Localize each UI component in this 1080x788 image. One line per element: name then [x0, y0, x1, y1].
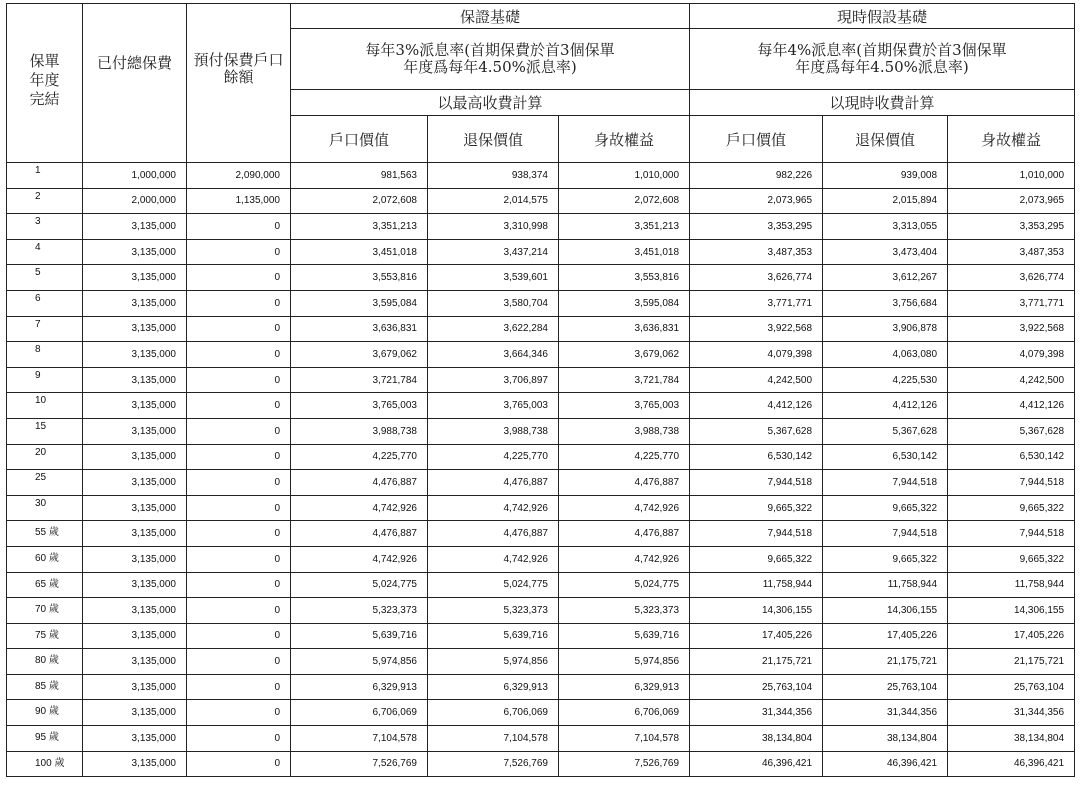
g-surrender-value-cell: 5,024,775 — [428, 572, 559, 598]
header-guaranteed-basis: 保證基礎 — [291, 4, 690, 29]
year-cell: 70 歲 — [7, 598, 83, 624]
header-policy-year — [7, 4, 83, 163]
c-death-benefit-cell: 17,405,226 — [948, 623, 1075, 649]
total-premium-cell: 3,135,000 — [83, 316, 187, 342]
c-surrender-value-cell: 4,412,126 — [823, 393, 948, 419]
g-account-value-cell: 7,526,769 — [291, 751, 428, 777]
header-guaranteed-rate — [291, 29, 690, 90]
c-death-benefit-cell: 9,665,322 — [948, 546, 1075, 572]
c-surrender-value-cell: 3,756,684 — [823, 290, 948, 316]
total-premium-cell: 1,000,000 — [83, 163, 187, 189]
header-c-account-value: 戶口價值 — [690, 116, 823, 163]
total-premium-cell: 3,135,000 — [83, 572, 187, 598]
table-row — [7, 495, 1075, 521]
table-row — [7, 649, 1075, 675]
g-account-value-cell: 2,072,608 — [291, 188, 428, 214]
total-premium-cell: 3,135,000 — [83, 521, 187, 547]
c-death-benefit-cell: 3,487,353 — [948, 239, 1075, 265]
c-account-value-cell: 7,944,518 — [690, 521, 823, 547]
year-cell: 80 歲 — [7, 649, 83, 675]
total-premium-cell: 3,135,000 — [83, 546, 187, 572]
table-row — [7, 367, 1075, 393]
g-surrender-value-cell: 3,622,284 — [428, 316, 559, 342]
year-cell: 75 歲 — [7, 623, 83, 649]
c-death-benefit-cell: 21,175,721 — [948, 649, 1075, 675]
c-death-benefit-cell: 2,073,965 — [948, 188, 1075, 214]
total-premium-cell: 3,135,000 — [83, 265, 187, 291]
c-death-benefit-cell: 1,010,000 — [948, 163, 1075, 189]
prepaid-balance-cell: 0 — [187, 751, 291, 777]
year-cell: 55 歲 — [7, 521, 83, 547]
prepaid-balance-cell: 0 — [187, 418, 291, 444]
g-surrender-value-cell: 3,664,346 — [428, 342, 559, 368]
g-death-benefit-cell: 5,974,856 — [559, 649, 690, 675]
c-surrender-value-cell: 38,134,804 — [823, 726, 948, 752]
prepaid-balance-cell: 0 — [187, 214, 291, 240]
header-current-rate — [690, 29, 1075, 90]
c-surrender-value-cell: 4,063,080 — [823, 342, 948, 368]
c-death-benefit-cell: 4,242,500 — [948, 367, 1075, 393]
table-row — [7, 521, 1075, 547]
c-surrender-value-cell: 3,612,267 — [823, 265, 948, 291]
g-account-value-cell: 3,451,018 — [291, 239, 428, 265]
year-cell: 85 歲 — [7, 674, 83, 700]
table-row — [7, 239, 1075, 265]
g-surrender-value-cell: 5,639,716 — [428, 623, 559, 649]
g-account-value-cell: 3,351,213 — [291, 214, 428, 240]
g-surrender-value-cell: 2,014,575 — [428, 188, 559, 214]
prepaid-balance-cell: 2,090,000 — [187, 163, 291, 189]
total-premium-cell: 3,135,000 — [83, 470, 187, 496]
c-death-benefit-cell: 31,344,356 — [948, 700, 1075, 726]
year-cell: 65 歲 — [7, 572, 83, 598]
year-cell: 1 — [7, 163, 83, 189]
total-premium-cell: 3,135,000 — [83, 393, 187, 419]
g-account-value-cell: 5,974,856 — [291, 649, 428, 675]
header-policy-year-label: 保單年度完結 — [29, 52, 60, 108]
c-account-value-cell: 4,079,398 — [690, 342, 823, 368]
total-premium-cell: 2,000,000 — [83, 188, 187, 214]
table-row — [7, 316, 1075, 342]
table-row — [7, 393, 1075, 419]
c-death-benefit-cell: 4,079,398 — [948, 342, 1075, 368]
header-total-premium: 已付總保費 — [83, 4, 187, 163]
year-cell: 5 — [7, 265, 83, 291]
g-death-benefit-cell: 6,329,913 — [559, 674, 690, 700]
g-surrender-value-cell: 4,742,926 — [428, 495, 559, 521]
prepaid-balance-cell: 0 — [187, 521, 291, 547]
header-g-death-benefit: 身故權益 — [559, 116, 690, 163]
c-death-benefit-cell: 7,944,518 — [948, 470, 1075, 496]
g-surrender-value-cell: 6,329,913 — [428, 674, 559, 700]
g-death-benefit-cell: 3,679,062 — [559, 342, 690, 368]
g-death-benefit-cell: 3,721,784 — [559, 367, 690, 393]
prepaid-balance-cell: 0 — [187, 572, 291, 598]
c-surrender-value-cell: 21,175,721 — [823, 649, 948, 675]
prepaid-balance-cell: 0 — [187, 367, 291, 393]
c-surrender-value-cell: 3,473,404 — [823, 239, 948, 265]
g-surrender-value-cell: 3,310,998 — [428, 214, 559, 240]
g-account-value-cell: 3,679,062 — [291, 342, 428, 368]
g-death-benefit-cell: 2,072,608 — [559, 188, 690, 214]
c-death-benefit-cell: 11,758,944 — [948, 572, 1075, 598]
g-death-benefit-cell: 6,706,069 — [559, 700, 690, 726]
total-premium-cell: 3,135,000 — [83, 623, 187, 649]
c-death-benefit-cell: 3,922,568 — [948, 316, 1075, 342]
table-row — [7, 572, 1075, 598]
g-death-benefit-cell: 5,024,775 — [559, 572, 690, 598]
total-premium-cell: 3,135,000 — [83, 649, 187, 675]
g-surrender-value-cell: 6,706,069 — [428, 700, 559, 726]
year-cell: 95 歲 — [7, 726, 83, 752]
c-death-benefit-cell: 3,353,295 — [948, 214, 1075, 240]
header-current-charge: 以現時收費計算 — [690, 90, 1075, 116]
prepaid-balance-cell: 0 — [187, 316, 291, 342]
table-row — [7, 700, 1075, 726]
prepaid-balance-cell: 0 — [187, 444, 291, 470]
g-account-value-cell: 7,104,578 — [291, 726, 428, 752]
total-premium-cell: 3,135,000 — [83, 726, 187, 752]
g-death-benefit-cell: 4,742,926 — [559, 495, 690, 521]
g-surrender-value-cell: 3,580,704 — [428, 290, 559, 316]
g-surrender-value-cell: 4,476,887 — [428, 470, 559, 496]
total-premium-cell: 3,135,000 — [83, 214, 187, 240]
year-cell: 8 — [7, 342, 83, 368]
c-surrender-value-cell: 6,530,142 — [823, 444, 948, 470]
header-prepaid-balance — [187, 4, 291, 163]
benefit-illustration-table — [6, 3, 1075, 777]
c-death-benefit-cell: 46,396,421 — [948, 751, 1075, 777]
g-surrender-value-cell: 4,476,887 — [428, 521, 559, 547]
prepaid-balance-cell: 0 — [187, 342, 291, 368]
g-surrender-value-cell: 3,539,601 — [428, 265, 559, 291]
header-current-rate-label: 每年4%派息率(首期保費於首3個保單年度爲每年4.50%派息率) — [757, 41, 1007, 76]
prepaid-balance-cell: 0 — [187, 726, 291, 752]
c-surrender-value-cell: 14,306,155 — [823, 598, 948, 624]
table-row — [7, 751, 1075, 777]
c-surrender-value-cell: 46,396,421 — [823, 751, 948, 777]
c-surrender-value-cell: 17,405,226 — [823, 623, 948, 649]
g-death-benefit-cell: 7,104,578 — [559, 726, 690, 752]
c-surrender-value-cell: 7,944,518 — [823, 521, 948, 547]
c-account-value-cell: 14,306,155 — [690, 598, 823, 624]
g-death-benefit-cell: 3,553,816 — [559, 265, 690, 291]
c-surrender-value-cell: 3,313,055 — [823, 214, 948, 240]
table-body — [7, 163, 1075, 777]
prepaid-balance-cell: 0 — [187, 239, 291, 265]
g-surrender-value-cell: 4,225,770 — [428, 444, 559, 470]
table-row — [7, 265, 1075, 291]
total-premium-cell: 3,135,000 — [83, 418, 187, 444]
g-death-benefit-cell: 3,595,084 — [559, 290, 690, 316]
c-death-benefit-cell: 3,771,771 — [948, 290, 1075, 316]
header-prepaid-balance-label: 預付保費戶口餘額 — [193, 51, 284, 86]
c-surrender-value-cell: 9,665,322 — [823, 546, 948, 572]
g-account-value-cell: 981,563 — [291, 163, 428, 189]
g-surrender-value-cell: 5,974,856 — [428, 649, 559, 675]
g-death-benefit-cell: 3,765,003 — [559, 393, 690, 419]
g-surrender-value-cell: 7,526,769 — [428, 751, 559, 777]
header-current-basis: 現時假設基礎 — [690, 4, 1075, 29]
prepaid-balance-cell: 0 — [187, 290, 291, 316]
c-account-value-cell: 3,771,771 — [690, 290, 823, 316]
header-g-surrender-value: 退保價值 — [428, 116, 559, 163]
table-row — [7, 342, 1075, 368]
year-cell: 15 — [7, 418, 83, 444]
c-surrender-value-cell: 2,015,894 — [823, 188, 948, 214]
c-death-benefit-cell: 4,412,126 — [948, 393, 1075, 419]
table-row — [7, 726, 1075, 752]
year-cell: 10 — [7, 393, 83, 419]
prepaid-balance-cell: 0 — [187, 700, 291, 726]
c-death-benefit-cell: 6,530,142 — [948, 444, 1075, 470]
year-cell: 60 歲 — [7, 546, 83, 572]
c-account-value-cell: 21,175,721 — [690, 649, 823, 675]
c-surrender-value-cell: 4,225,530 — [823, 367, 948, 393]
c-account-value-cell: 4,242,500 — [690, 367, 823, 393]
total-premium-cell: 3,135,000 — [83, 751, 187, 777]
g-death-benefit-cell: 1,010,000 — [559, 163, 690, 189]
c-death-benefit-cell: 3,626,774 — [948, 265, 1075, 291]
total-premium-cell: 3,135,000 — [83, 342, 187, 368]
year-cell: 7 — [7, 316, 83, 342]
g-account-value-cell: 6,329,913 — [291, 674, 428, 700]
header-c-surrender-value: 退保價值 — [823, 116, 948, 163]
g-account-value-cell: 3,721,784 — [291, 367, 428, 393]
c-account-value-cell: 3,353,295 — [690, 214, 823, 240]
table-row — [7, 444, 1075, 470]
g-account-value-cell: 3,988,738 — [291, 418, 428, 444]
c-account-value-cell: 982,226 — [690, 163, 823, 189]
c-surrender-value-cell: 5,367,628 — [823, 418, 948, 444]
prepaid-balance-cell: 1,135,000 — [187, 188, 291, 214]
c-death-benefit-cell: 14,306,155 — [948, 598, 1075, 624]
header-g-account-value: 戶口價值 — [291, 116, 428, 163]
table-row — [7, 623, 1075, 649]
c-account-value-cell: 7,944,518 — [690, 470, 823, 496]
prepaid-balance-cell: 0 — [187, 546, 291, 572]
g-surrender-value-cell: 3,437,214 — [428, 239, 559, 265]
prepaid-balance-cell: 0 — [187, 495, 291, 521]
g-death-benefit-cell: 5,639,716 — [559, 623, 690, 649]
prepaid-balance-cell: 0 — [187, 265, 291, 291]
total-premium-cell: 3,135,000 — [83, 674, 187, 700]
total-premium-cell: 3,135,000 — [83, 290, 187, 316]
prepaid-balance-cell: 0 — [187, 598, 291, 624]
table-row — [7, 188, 1075, 214]
g-surrender-value-cell: 3,988,738 — [428, 418, 559, 444]
year-cell: 90 歲 — [7, 700, 83, 726]
year-cell: 9 — [7, 367, 83, 393]
c-account-value-cell: 25,763,104 — [690, 674, 823, 700]
g-surrender-value-cell: 3,765,003 — [428, 393, 559, 419]
g-death-benefit-cell: 5,323,373 — [559, 598, 690, 624]
c-surrender-value-cell: 9,665,322 — [823, 495, 948, 521]
c-account-value-cell: 5,367,628 — [690, 418, 823, 444]
c-account-value-cell: 9,665,322 — [690, 546, 823, 572]
c-death-benefit-cell: 7,944,518 — [948, 521, 1075, 547]
g-surrender-value-cell: 3,706,897 — [428, 367, 559, 393]
g-account-value-cell: 3,765,003 — [291, 393, 428, 419]
year-cell: 2 — [7, 188, 83, 214]
year-cell: 4 — [7, 239, 83, 265]
table-header — [7, 4, 1075, 163]
table-row — [7, 418, 1075, 444]
g-account-value-cell: 5,024,775 — [291, 572, 428, 598]
year-cell: 6 — [7, 290, 83, 316]
total-premium-cell: 3,135,000 — [83, 444, 187, 470]
g-surrender-value-cell: 5,323,373 — [428, 598, 559, 624]
c-account-value-cell: 3,626,774 — [690, 265, 823, 291]
header-guaranteed-rate-label: 每年3%派息率(首期保費於首3個保單年度爲每年4.50%派息率) — [365, 41, 615, 76]
prepaid-balance-cell: 0 — [187, 470, 291, 496]
c-account-value-cell: 31,344,356 — [690, 700, 823, 726]
table-row — [7, 674, 1075, 700]
table-row — [7, 470, 1075, 496]
g-death-benefit-cell: 3,988,738 — [559, 418, 690, 444]
c-account-value-cell: 3,922,568 — [690, 316, 823, 342]
c-account-value-cell: 17,405,226 — [690, 623, 823, 649]
total-premium-cell: 3,135,000 — [83, 495, 187, 521]
g-account-value-cell: 6,706,069 — [291, 700, 428, 726]
g-account-value-cell: 3,636,831 — [291, 316, 428, 342]
g-death-benefit-cell: 3,451,018 — [559, 239, 690, 265]
c-account-value-cell: 11,758,944 — [690, 572, 823, 598]
header-c-death-benefit: 身故權益 — [948, 116, 1075, 163]
year-cell: 30 — [7, 495, 83, 521]
c-surrender-value-cell: 939,008 — [823, 163, 948, 189]
header-guaranteed-charge: 以最高收費計算 — [291, 90, 690, 116]
g-death-benefit-cell: 3,636,831 — [559, 316, 690, 342]
g-surrender-value-cell: 4,742,926 — [428, 546, 559, 572]
prepaid-balance-cell: 0 — [187, 623, 291, 649]
g-account-value-cell: 3,553,816 — [291, 265, 428, 291]
c-death-benefit-cell: 9,665,322 — [948, 495, 1075, 521]
c-account-value-cell: 3,487,353 — [690, 239, 823, 265]
c-account-value-cell: 38,134,804 — [690, 726, 823, 752]
g-account-value-cell: 4,225,770 — [291, 444, 428, 470]
g-account-value-cell: 3,595,084 — [291, 290, 428, 316]
year-cell: 20 — [7, 444, 83, 470]
total-premium-cell: 3,135,000 — [83, 700, 187, 726]
prepaid-balance-cell: 0 — [187, 393, 291, 419]
total-premium-cell: 3,135,000 — [83, 598, 187, 624]
g-account-value-cell: 4,742,926 — [291, 495, 428, 521]
year-cell: 25 — [7, 470, 83, 496]
table-row — [7, 598, 1075, 624]
c-surrender-value-cell: 31,344,356 — [823, 700, 948, 726]
g-account-value-cell: 4,742,926 — [291, 546, 428, 572]
c-surrender-value-cell: 11,758,944 — [823, 572, 948, 598]
g-account-value-cell: 4,476,887 — [291, 521, 428, 547]
prepaid-balance-cell: 0 — [187, 649, 291, 675]
g-surrender-value-cell: 938,374 — [428, 163, 559, 189]
c-surrender-value-cell: 3,906,878 — [823, 316, 948, 342]
g-death-benefit-cell: 4,742,926 — [559, 546, 690, 572]
total-premium-cell: 3,135,000 — [83, 239, 187, 265]
table-row — [7, 290, 1075, 316]
table-row — [7, 214, 1075, 240]
g-death-benefit-cell: 7,526,769 — [559, 751, 690, 777]
g-account-value-cell: 5,639,716 — [291, 623, 428, 649]
table-row — [7, 163, 1075, 189]
g-death-benefit-cell: 3,351,213 — [559, 214, 690, 240]
c-death-benefit-cell: 38,134,804 — [948, 726, 1075, 752]
g-account-value-cell: 5,323,373 — [291, 598, 428, 624]
total-premium-cell: 3,135,000 — [83, 367, 187, 393]
g-account-value-cell: 4,476,887 — [291, 470, 428, 496]
g-death-benefit-cell: 4,476,887 — [559, 470, 690, 496]
prepaid-balance-cell: 0 — [187, 674, 291, 700]
table-row — [7, 546, 1075, 572]
c-surrender-value-cell: 25,763,104 — [823, 674, 948, 700]
year-cell: 3 — [7, 214, 83, 240]
year-cell: 100 歲 — [7, 751, 83, 777]
c-account-value-cell: 6,530,142 — [690, 444, 823, 470]
c-account-value-cell: 4,412,126 — [690, 393, 823, 419]
c-death-benefit-cell: 25,763,104 — [948, 674, 1075, 700]
c-account-value-cell: 46,396,421 — [690, 751, 823, 777]
g-death-benefit-cell: 4,225,770 — [559, 444, 690, 470]
c-death-benefit-cell: 5,367,628 — [948, 418, 1075, 444]
c-surrender-value-cell: 7,944,518 — [823, 470, 948, 496]
g-surrender-value-cell: 7,104,578 — [428, 726, 559, 752]
c-account-value-cell: 2,073,965 — [690, 188, 823, 214]
c-account-value-cell: 9,665,322 — [690, 495, 823, 521]
g-death-benefit-cell: 4,476,887 — [559, 521, 690, 547]
